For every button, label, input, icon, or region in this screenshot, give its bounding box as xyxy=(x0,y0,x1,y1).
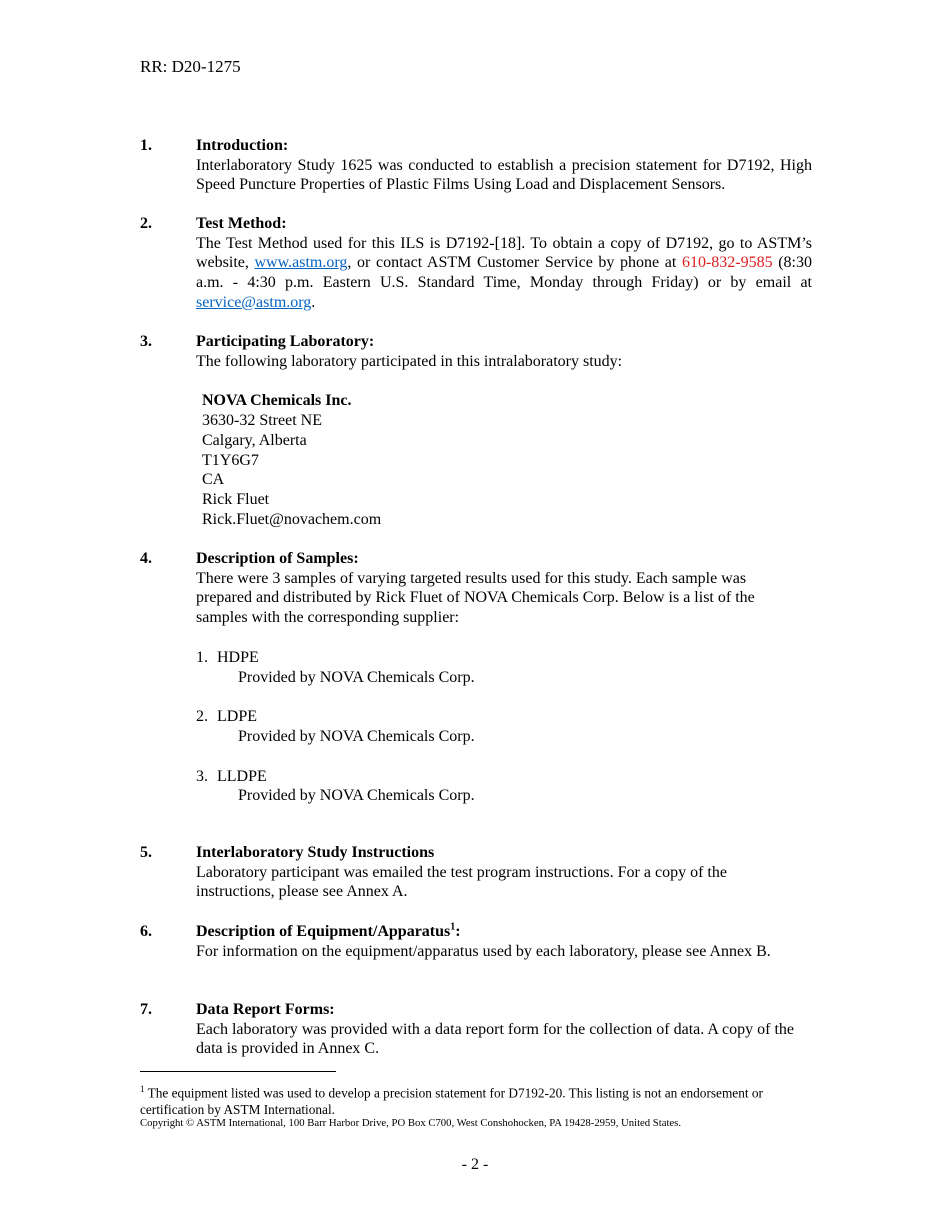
section-title: Participating Laboratory: xyxy=(196,333,375,350)
section-text: The following laboratory participated in this intralaboratory study: xyxy=(196,352,623,370)
sample-supplier: Provided by NOVA Chemicals Corp. xyxy=(238,787,475,805)
section-number: 4. xyxy=(140,550,152,567)
sample-number: 3. xyxy=(196,767,208,785)
lab-address-block xyxy=(202,391,812,529)
page-number: - 2 - xyxy=(461,1156,489,1173)
section-text: Interlaboratory Study 1625 was conducted to establish a precision statement for D7192, High Speed Puncture Properties of Plastic Films Using Load and Displacement Sensors. xyxy=(196,156,812,194)
sample-supplier: Provided by NOVA Chemicals Corp. xyxy=(238,668,475,686)
footnote xyxy=(140,1081,800,1118)
section-test-method xyxy=(140,214,812,313)
section-title: Data Report Forms: xyxy=(196,1001,335,1018)
sample-item xyxy=(196,648,812,687)
text-segment: The Test Method used for this ILS is D7192-[18]. To obtain a copy of D7192, go to ASTM’s website, xyxy=(196,234,812,272)
section-number: 5. xyxy=(140,844,152,861)
section-number: 6. xyxy=(140,923,152,940)
lab-name: NOVA Chemicals Inc. xyxy=(202,392,352,410)
section-number: 2. xyxy=(140,215,152,232)
footnote-text: The equipment listed was used to develop a precision statement for D7192-20. This listing is not an endorsement or certification by ASTM International. xyxy=(140,1085,763,1118)
text-segment: , or contact ASTM Customer Service by phone at xyxy=(347,254,682,272)
text-segment: (8:30 a.m. - 4:30 p.m. Eastern U.S. Standard Time, Monday through Friday) or by email at xyxy=(196,254,813,292)
section-title: Test Method: xyxy=(196,215,287,232)
lab-postal-code: T1Y6G7 xyxy=(202,451,259,469)
footnote-mark: 1 xyxy=(140,1084,145,1094)
lab-street: 3630-32 Street NE xyxy=(202,412,322,430)
section-title: Introduction: xyxy=(196,137,289,154)
lab-contact: Rick Fluet xyxy=(202,490,270,508)
sample-number: 1. xyxy=(196,648,208,666)
footnote-reference[interactable]: 1 xyxy=(450,921,456,933)
sample-supplier: Provided by NOVA Chemicals Corp. xyxy=(238,727,475,745)
title-suffix: : xyxy=(455,923,461,940)
title-text: Description of Equipment/Apparatus xyxy=(196,923,451,940)
copyright-notice: Copyright © ASTM International, 100 Barr Harbor Drive, PO Box C700, West Conshohocken, PA 19428-2959, United States. xyxy=(140,1117,682,1129)
sample-name: HDPE xyxy=(217,648,259,666)
section-number: 7. xyxy=(140,1001,152,1018)
section-equipment xyxy=(140,922,812,961)
section-title xyxy=(196,922,812,942)
section-number: 1. xyxy=(140,137,152,154)
section-text xyxy=(196,234,812,313)
sample-item xyxy=(196,767,812,806)
lab-country: CA xyxy=(202,471,225,489)
astm-website-link[interactable]: www.astm.org xyxy=(254,254,348,272)
sample-name: LDPE xyxy=(217,708,257,726)
section-introduction xyxy=(140,136,812,195)
section-study-instructions xyxy=(140,843,812,902)
section-data-report-forms xyxy=(140,1000,812,1059)
sample-number: 2. xyxy=(196,708,208,726)
section-text: For information on the equipment/apparatus used by each laboratory, please see Annex B. xyxy=(196,942,771,960)
section-text: Laboratory participant was emailed the test program instructions. For a copy of the instructions, please see Annex A. xyxy=(196,863,727,901)
section-participating-laboratory xyxy=(140,332,812,529)
section-text: There were 3 samples of varying targeted results used for this study. Each sample was prepared and distributed by Rick Fluet of NOVA Chemicals Corp. Below is a list of the samples with the corresponding supplier: xyxy=(196,569,755,627)
section-title: Description of Samples: xyxy=(196,550,359,567)
lab-city: Calgary, Alberta xyxy=(202,431,307,449)
sample-item xyxy=(196,707,812,746)
section-number: 3. xyxy=(140,333,152,350)
section-text: Each laboratory was provided with a data report form for the collection of data. A copy of the data is provided in Annex C. xyxy=(196,1020,795,1058)
section-description-of-samples xyxy=(140,549,812,806)
service-email-link[interactable]: service@astm.org xyxy=(196,293,312,311)
text-segment: . xyxy=(311,293,316,311)
footnote-divider xyxy=(140,1071,336,1072)
report-header: RR: D20-1275 xyxy=(140,57,241,76)
sample-name: LLDPE xyxy=(217,767,267,785)
phone-number: 610-832-9585 xyxy=(681,254,773,272)
lab-email: Rick.Fluet@novachem.com xyxy=(202,510,382,528)
section-title: Interlaboratory Study Instructions xyxy=(196,844,435,861)
